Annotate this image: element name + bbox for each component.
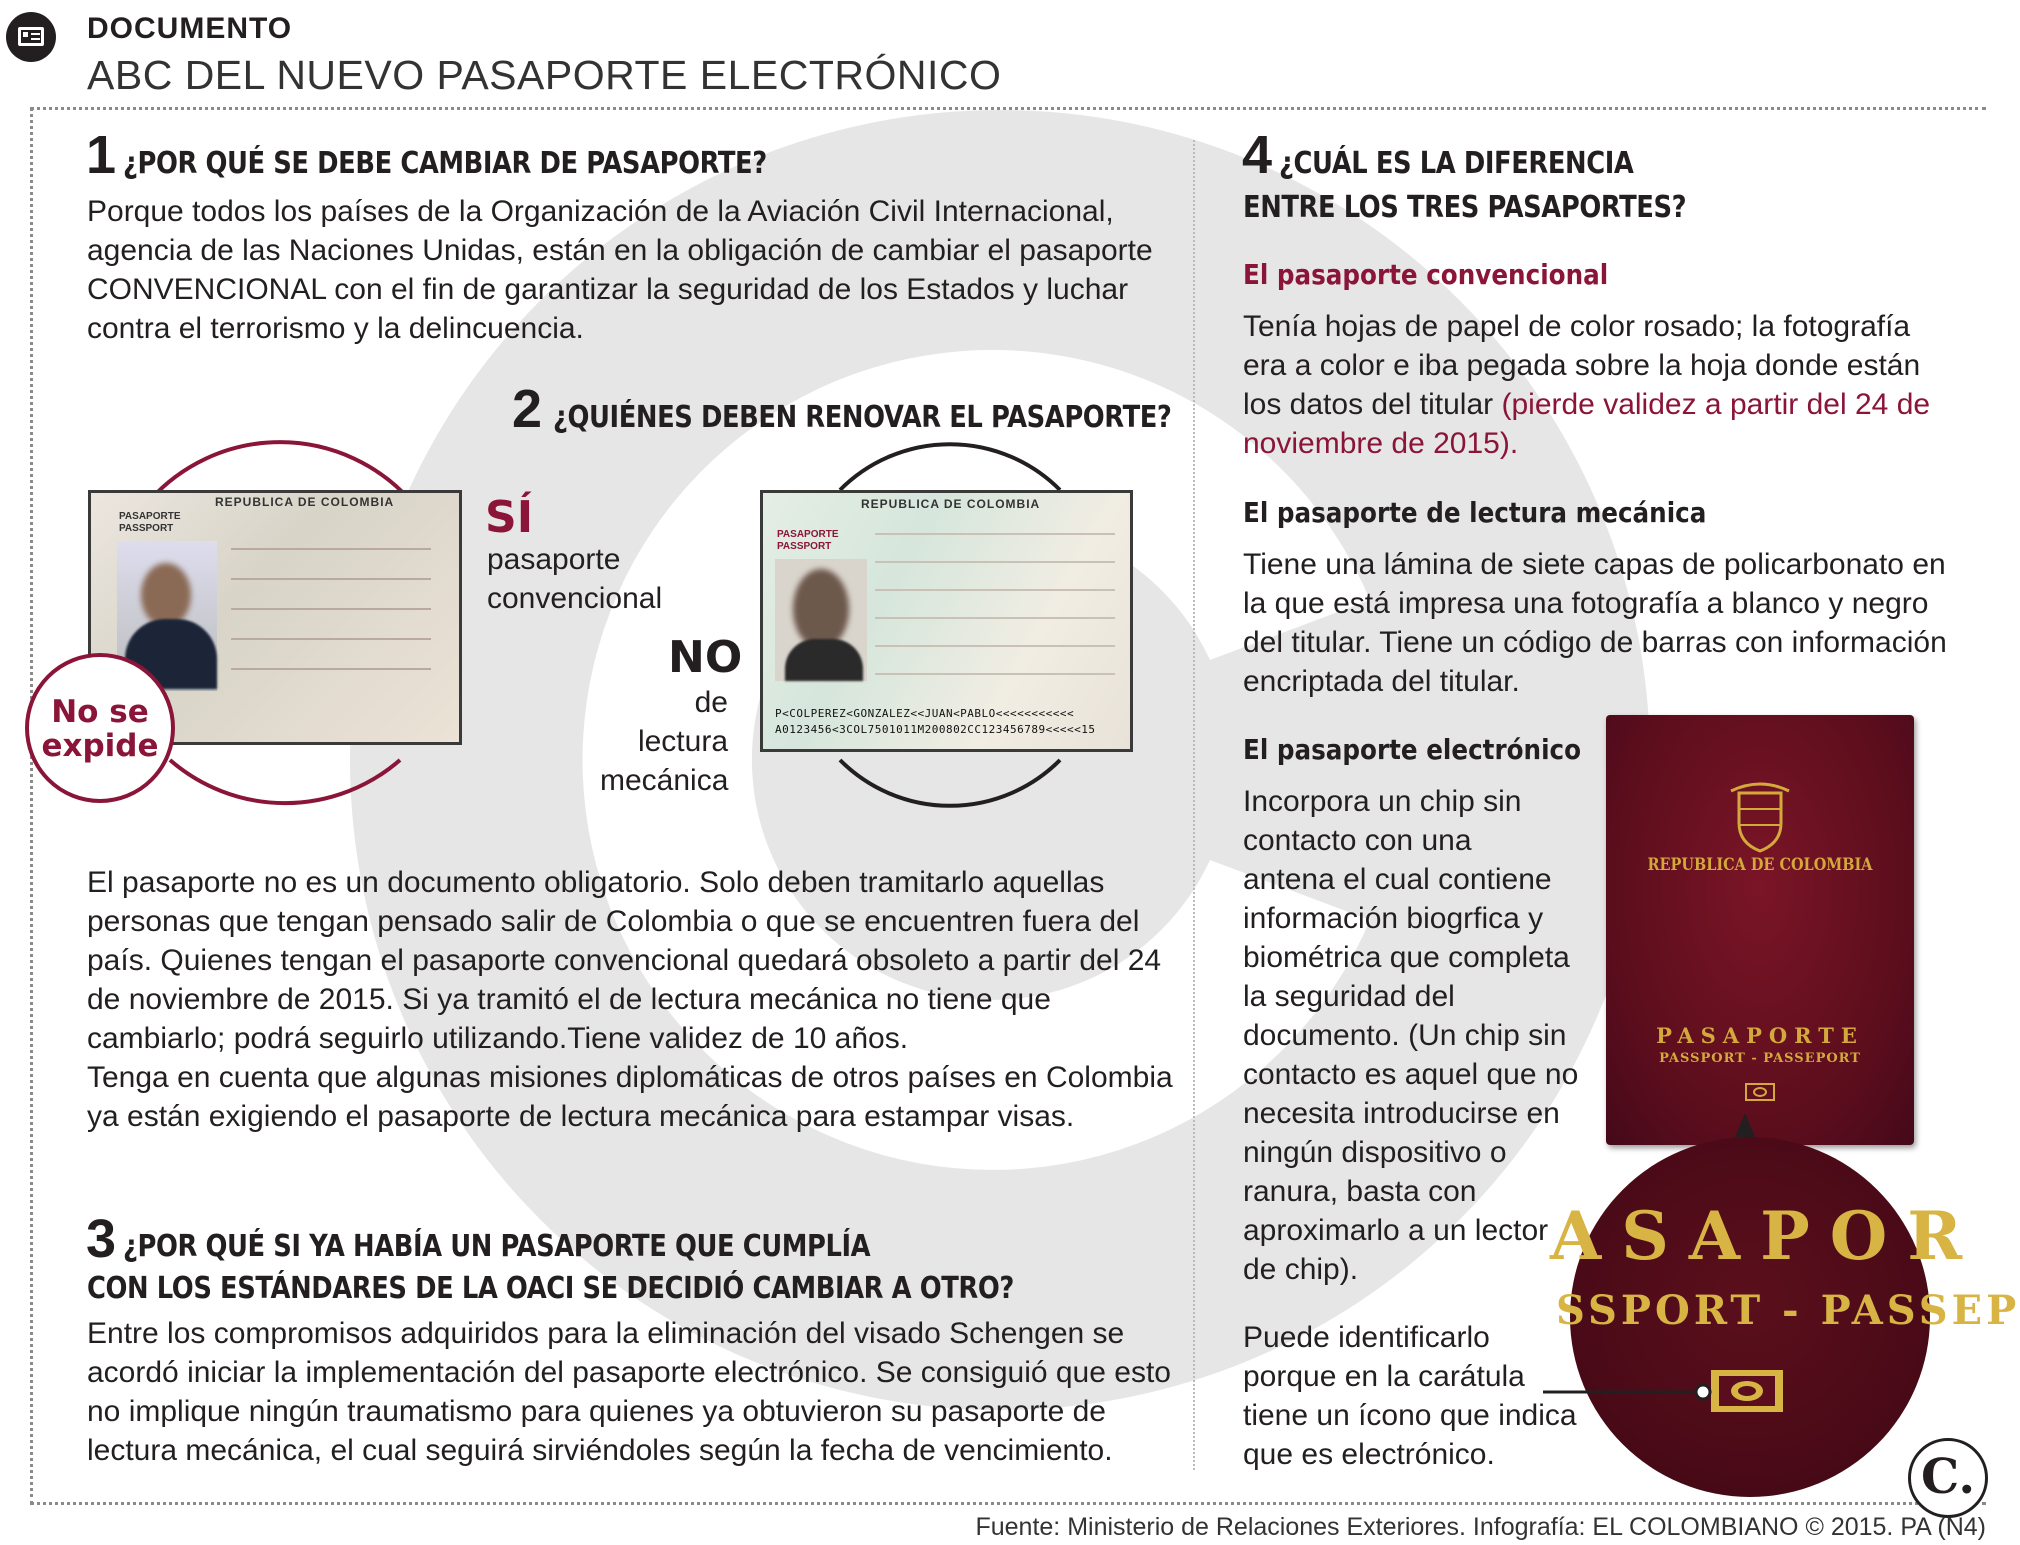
section-2-line: ya están exigiendo el pasaporte de lectura mecánica para estampar visas. [87,1100,1075,1133]
section-1-text [87,192,1153,348]
zoom-text-1: ASAPOR [1550,1197,1983,1275]
section-3-question-line-1: ¿POR QUÉ SI YA HABÍA UN PASAPORTE QUE CUMPLÍA [123,1229,871,1264]
electronic-title: El pasaporte electrónico [1243,733,1582,766]
section-2-number: 2 [512,379,543,439]
section-2-line: cambiarlo; podrá seguirlo utilizando.Tiene validez de 10 años. [87,1022,909,1055]
zoom-text-2: SSPORT - PASSEP [1556,1287,2020,1334]
not-issued-badge: No se expide [25,653,175,803]
column-divider [1193,140,1195,1470]
section-1-line: CONVENCIONAL con el fin de garantizar la seguridad de los Estados y luchar [87,273,1129,306]
mechanical-title: El pasaporte de lectura mecánica [1243,496,1707,529]
section-3-line: no implique ningún traumatismo para quienes ya obtuvieron su pasaporte de [87,1395,1106,1428]
section-2-text [87,863,1173,1136]
conventional-text: Tenía hojas de papel de color rosado; la fotografía era a color e iba pegada sobre la hoja donde están los datos del titular (pierde validez a partir del 24 de noviembre de 2015). [1243,310,1931,460]
section-2-question: ¿QUIÉNES DEBEN RENOVAR EL PASAPORTE? [553,400,1172,435]
yes-description: pasaporte convencional [487,543,663,615]
identify-text: Puede identificarlo porque en la carátula tiene un ícono que indica que es electrónico. [1243,1321,1577,1471]
section-2-line: El pasaporte no es un documento obligatorio. Solo deben tramitarlo aquellas [87,866,1105,899]
passport-label: PASAPORTE PASSPORT [777,529,839,552]
section-3-text [87,1314,1171,1470]
document-icon [6,12,56,62]
cover-word-2: PASSPORT - PASSEPORT [1659,1051,1861,1066]
section-2-line: de noviembre de 2015. Si ya tramitó el de lectura mecánica no tiene que [87,983,1051,1016]
el-colombiano-logo: C. [1908,1438,1988,1518]
mrz-line-2: A0123456<3COL7501011M200802CC123456789<<<<<15 [775,723,1096,736]
no-description: de lectura mecánica [600,686,729,797]
electronic-passport-cover [1606,715,1914,1145]
passport-label: PASAPORTE PASSPORT [119,511,181,534]
electronic-text: Incorpora un chip sin contacto con una antena el cual contiene información biogrfica y biométrica que completa la seguridad del documento. (Un chip sin contacto es aquel que no necesita introducirse en ningún dispositivo o ranura, basta con aproximarlo a un lector de chip). [1243,785,1579,1286]
zoom-pointer [1735,1113,1755,1137]
section-1-question: ¿POR QUÉ SE DEBE CAMBIAR DE PASAPORTE? [123,146,767,181]
chip-zoom-detail [1550,1137,2020,1497]
source-footer: Fuente: Ministerio de Relaciones Exteriores. Infografía: EL COLOMBIANO © 2015. PA (N4) [975,1513,1986,1541]
passport-country: REPUBLICA DE COLOMBIA [215,495,395,509]
section-4-question-line-1: ¿CUÁL ES LA DIFERENCIA [1279,146,1634,181]
page-title: ABC DEL NUEVO PASAPORTE ELECTRÓNICO [87,52,1002,98]
section-3-line: lectura mecánica, el cual seguirá sirviéndoles según la fecha de vencimiento. [87,1434,1113,1467]
section-4-question-line-2: ENTRE LOS TRES PASAPORTES? [1243,190,1687,225]
header-label: DOCUMENTO [87,12,293,45]
mrz-line-1: P<COLPEREZ<GONZALEZ<<JUAN<PABLO<<<<<<<<<<< [775,707,1075,720]
chip-icon [1745,1083,1775,1101]
section-4-number: 4 [1242,125,1273,185]
section-2-line: Tenga en cuenta que algunas misiones diplomáticas de otros países en Colombia [87,1061,1173,1094]
conventional-title: El pasaporte convencional [1243,258,1609,291]
chip-callout-line [1543,1382,1723,1402]
section-3-question-line-2: CON LOS ESTÁNDARES DE LA OACI SE DECIDIÓ CAMBIAR A OTRO? [87,1271,1014,1306]
section-2-line: país. Quienes tengan el pasaporte convencional quedará obsoleto a partir del 24 [87,944,1162,977]
section-1-line: agencia de las Naciones Unidas, están en la obligación de cambiar el pasaporte [87,234,1153,267]
yes-label: SÍ [485,492,534,543]
passport-country: REPUBLICA DE COLOMBIA [861,497,1041,511]
section-1-number: 1 [86,125,117,185]
cover-country: REPUBLICA DE COLOMBIA [1647,855,1873,875]
section-3-line: acordó iniciar la implementación del pasaporte electrónico. Se consiguió que esto [87,1356,1171,1389]
coat-of-arms-icon [1729,783,1791,853]
mechanical-text: Tiene una lámina de siete capas de policarbonato en la que está impresa una fotografía a blanco y negro del titular. Tiene un código de barras con información encriptada del titular. [1243,548,1947,698]
section-3-line: Entre los compromisos adquiridos para la eliminación del visado Schengen se [87,1317,1125,1350]
no-label: NO [668,632,743,683]
cover-word: PASAPORTE [1656,1023,1864,1048]
section-1-line: contra el terrorismo y la delincuencia. [87,312,584,345]
mrz-passport-image [760,490,1133,752]
section-1-line: Porque todos los países de la Organización de la Aviación Civil Internacional, [87,195,1114,228]
section-2-line: personas que tengan pensado salir de Colombia o que se encuentren fuera del [87,905,1140,938]
section-3-number: 3 [86,1209,117,1269]
